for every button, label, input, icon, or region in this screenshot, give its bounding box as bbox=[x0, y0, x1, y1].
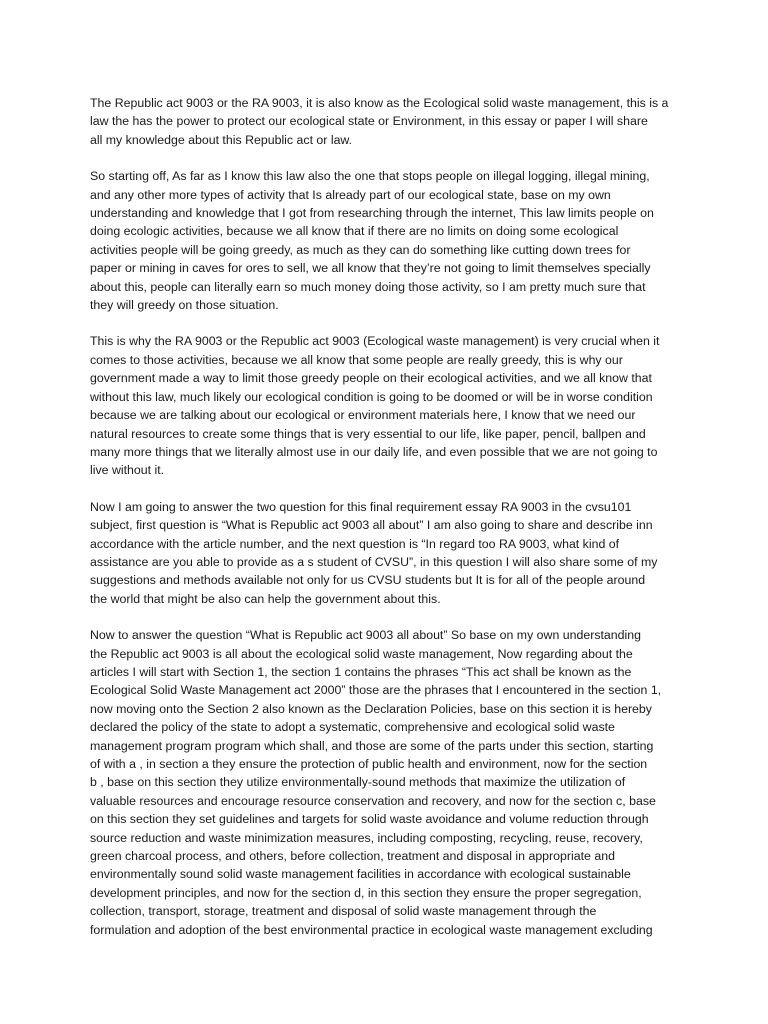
paragraph-line: about this, people can literally earn so much money doing those activity, so I am pretty much sure that bbox=[90, 279, 646, 294]
paragraph-line: activities people will be going greedy, as much as they can do something like cutting down trees for bbox=[90, 242, 631, 257]
paragraph-line: now moving onto the Section 2 also known as the Declaration Policies, base on this section it is hereby bbox=[90, 701, 652, 716]
paragraph-line: without this law, much likely our ecological condition is going to be doomed or will be in worse condition bbox=[90, 389, 653, 404]
paragraph-line: Ecological Solid Waste Management act 2000” those are the phrases that I encountered in the section 1, bbox=[90, 683, 662, 698]
paragraph-line: natural resources to create some things that is very essential to our life, like paper, pencil, ballpen and bbox=[90, 426, 646, 441]
paragraph-line: development principles, and now for the section d, in this section they ensure the proper segregation, bbox=[90, 885, 642, 900]
paragraph-line: Now I am going to answer the two question for this final requirement essay RA 9003 in the cvsu101 bbox=[90, 499, 632, 514]
paragraph-line: doing ecologic activities, because we all know that if there are no limits on doing some ecological bbox=[90, 224, 619, 239]
paragraph-line: of with a , in section a they ensure the protection of public health and environment, now for the section bbox=[90, 757, 648, 771]
paragraph-line: all my knowledge about this Republic act or law. bbox=[90, 132, 353, 147]
paragraph-line: assistance are you able to provide as a s student of CVSU”, in this question I will also share some of my bbox=[90, 554, 658, 569]
paragraph-line: the world that might be also can help the government about this. bbox=[90, 591, 441, 606]
paragraph-line: environmentally sound solid waste management facilities in accordance with ecological sustainable bbox=[90, 867, 631, 882]
paragraph-line: green charcoal process, and others, before collection, treatment and disposal in appropriate and bbox=[90, 849, 615, 864]
essay-paragraph bbox=[90, 498, 690, 608]
paragraph-line: on this section they set guidelines and targets for solid waste avoidance and volume reduction through bbox=[90, 812, 649, 827]
paragraph-line: because we are talking about our ecological or environment materials here, I know that we need our bbox=[90, 408, 636, 423]
paragraph-line: Now to answer the question “What is Republic act 9003 all about” So base on my own understanding bbox=[90, 628, 641, 643]
paragraph-line: declared the policy of the state to adopt a systematic, comprehensive and ecological solid waste bbox=[90, 720, 615, 735]
paragraph-line: many more things that we literally almost use in our daily life, and even possible that we are not going to bbox=[90, 444, 658, 459]
paragraph-line: subject, first question is “What is Republic act 9003 all about” I am also going to share and describe inn bbox=[90, 518, 653, 533]
paragraph-line: law the has the power to protect our ecological state or Environment, in this essay or paper I will share bbox=[90, 114, 648, 129]
paragraph-line: comes to those activities, because we all know that some people are really greedy, this is why our bbox=[90, 352, 623, 367]
essay-body bbox=[90, 94, 690, 957]
paragraph-line: they will greedy on those situation. bbox=[90, 298, 279, 313]
paragraph-line: The Republic act 9003 or the RA 9003, it is also know as the Ecological solid waste management, this is a bbox=[90, 96, 669, 110]
paragraph-line: b , base on this section they utilize environmentally-sound methods that maximize the utilization of bbox=[90, 775, 626, 790]
paragraph-line: formulation and adoption of the best environmental practice in ecological waste management excluding bbox=[90, 922, 653, 937]
paragraph-line: the Republic act 9003 is all about the ecological solid waste management, Now regarding about the bbox=[90, 646, 633, 661]
paragraph-line: government made a way to limit those greedy people on their ecological activities, and we all know that bbox=[90, 371, 652, 386]
paragraph-line: understanding and knowledge that I got from researching through the internet, This law limits people on bbox=[90, 206, 654, 221]
essay-paragraph bbox=[90, 626, 690, 939]
paragraph-line: This is why the RA 9003 or the Republic act 9003 (Ecological waste management) is very crucial when it bbox=[90, 334, 660, 349]
paragraph-line: accordance with the article number, and the next question is “In regard too RA 9003, what kind of bbox=[90, 536, 620, 551]
essay-paragraph bbox=[90, 332, 690, 479]
essay-paragraph bbox=[90, 167, 690, 314]
paragraph-line: collection, transport, storage, treatment and disposal of solid waste management through the bbox=[90, 904, 597, 919]
paragraph-line: articles I will start with Section 1, the section 1 contains the phrases “This act shall be known as the bbox=[90, 664, 632, 679]
paragraph-line: live without it. bbox=[90, 463, 165, 478]
paragraph-line: suggestions and methods available not only for us CVSU students but It is for all of the people around bbox=[90, 573, 646, 588]
paragraph-line: valuable resources and encourage resource conservation and recovery, and now for the section c, base bbox=[90, 793, 656, 808]
essay-paragraph bbox=[90, 94, 690, 149]
paragraph-line: paper or mining in caves for ores to sell, we all know that they’re not going to limit themselves specially bbox=[90, 261, 651, 276]
paragraph-line: management program program which shall, and those are some of the parts under this section, starting bbox=[90, 738, 654, 753]
paragraph-line: and any other more types of activity that Is already part of our ecological state, base on my own bbox=[90, 187, 611, 202]
paragraph-line: So starting off, As far as I know this law also the one that stops people on illegal logging, illegal mining, bbox=[90, 169, 650, 184]
paragraph-line: source reduction and waste minimization measures, including composting, recycling, reuse, recovery, bbox=[90, 830, 643, 845]
